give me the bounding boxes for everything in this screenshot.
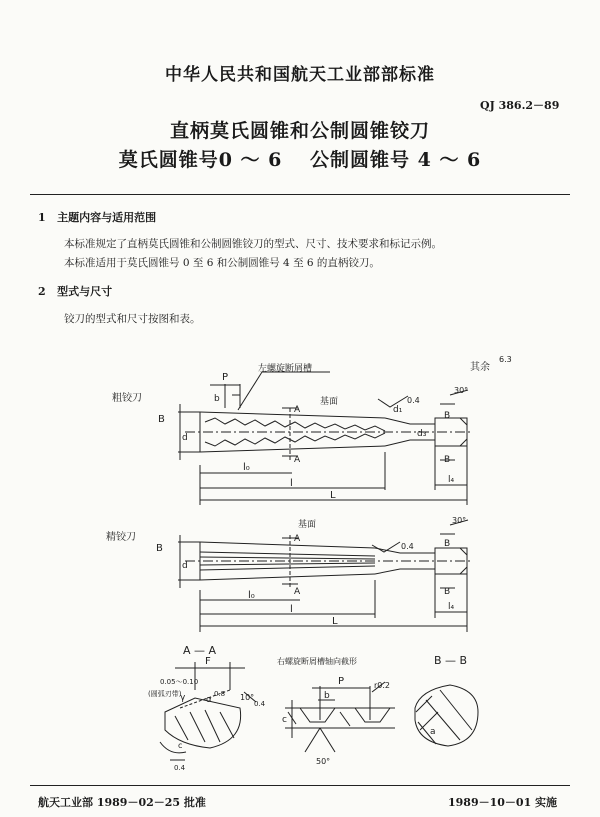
section-2-number: 2 xyxy=(38,285,46,298)
label-l-finish: l xyxy=(290,604,293,615)
label-land-width: 0.05～0.10 xyxy=(160,678,199,686)
label-a-bb: a xyxy=(430,727,436,737)
label-section-bb: B — B xyxy=(434,654,468,667)
label-c-section-aa: c xyxy=(178,741,183,750)
label-finish-reamer: 精铰刀 xyxy=(106,532,136,543)
label-angle-30-1: 30° xyxy=(454,386,469,395)
label-rest-roughness: 6.3 xyxy=(499,355,512,364)
label-d1-rough: d₁ xyxy=(393,405,403,415)
title-line-2: 莫氏圆锥号0 ～ 6 公制圆锥号 4 ～ 6 xyxy=(118,149,482,171)
label-b-top-finish: B xyxy=(444,539,451,549)
label-b-finish: B xyxy=(156,543,163,554)
section-1-number: 1 xyxy=(38,211,46,224)
label-roughness-finish: 0.4 xyxy=(401,542,414,551)
label-big-l-finish: L xyxy=(332,616,338,627)
footer-rule xyxy=(30,785,570,786)
label-b-top-rough: B xyxy=(444,411,451,421)
label-b-profile: b xyxy=(324,691,330,701)
label-land-note: (圆弧刃带) xyxy=(148,690,182,698)
label-right-flute-profile: 右螺旋断屑槽轴向截形 xyxy=(277,657,357,666)
label-a-top-finish: A xyxy=(294,534,301,544)
label-gamma: γ xyxy=(180,693,186,703)
label-r-small: r0.2 xyxy=(374,681,391,690)
label-angle-50: 50° xyxy=(316,757,331,766)
implementation-date: 1989－10－01 实施 xyxy=(448,796,558,809)
label-roughness-aa-2: 0.8 xyxy=(214,690,226,698)
label-angle-30-2: 30° xyxy=(452,516,467,525)
label-c-profile: c xyxy=(282,715,287,725)
label-d3-rough: d₃ xyxy=(417,429,427,439)
section-bb-drawing xyxy=(415,685,478,746)
standard-code: QJ 386.2－89 xyxy=(480,99,560,112)
issuing-authority: 中华人民共和国航天工业部部标准 xyxy=(165,65,435,85)
label-a-top-rough: A xyxy=(294,405,301,415)
label-left-flute: 左螺旋断屑槽 xyxy=(258,364,313,374)
label-p-profile: P xyxy=(338,676,345,687)
label-rough-reamer: 粗铰刀 xyxy=(112,393,142,404)
label-pitch-p: P xyxy=(222,372,229,383)
label-roughness-aa-3: 0.4 xyxy=(174,764,186,772)
flute-profile-drawing xyxy=(285,682,395,752)
section-2-para-1: 铰刀的型式和尺寸按图和表。 xyxy=(64,313,201,325)
label-b-rough: B xyxy=(158,414,165,425)
section-1-para-2: 本标准适用于莫氏圆锥号 0 至 6 和公制圆锥号 4 至 6 的直柄铰刀。 xyxy=(64,257,380,269)
label-l4-finish: l₄ xyxy=(448,602,455,612)
label-b-bottom-rough: B xyxy=(444,455,451,465)
label-roughness-rough: 0.4 xyxy=(407,396,420,405)
label-l4-rough: l₄ xyxy=(448,475,455,485)
label-angle-10: 10° xyxy=(240,693,255,702)
section-aa-drawing xyxy=(160,662,256,760)
label-big-l-rough: L xyxy=(330,490,336,501)
approval-date: 航天工业部 1989－02－25 批准 xyxy=(38,796,206,809)
label-roughness-aa-1: 0.4 xyxy=(254,700,266,708)
label-base-plane-2: 基面 xyxy=(298,520,317,530)
label-rest: 其余 xyxy=(470,362,490,373)
section-1-title: 主题内容与适用范围 xyxy=(57,211,157,224)
title-line-1: 直柄莫氏圆锥和公制圆锥铰刀 xyxy=(169,120,430,142)
section-1-para-1: 本标准规定了直柄莫氏圆锥和公制圆锥铰刀的型式、尺寸、技术要求和标记示例。 xyxy=(64,238,442,250)
section-2-title: 型式与尺寸 xyxy=(57,285,113,298)
label-a-bottom-finish: A xyxy=(294,587,301,597)
finish-reamer-drawing xyxy=(178,520,470,632)
label-l0-finish: l₀ xyxy=(248,590,255,601)
label-d-rough: d xyxy=(182,433,188,443)
label-alpha: α xyxy=(206,695,212,705)
label-base-plane-1: 基面 xyxy=(320,397,339,407)
label-b-bottom-finish: B xyxy=(444,587,451,597)
label-a-bottom-rough: A xyxy=(294,455,301,465)
label-f: F xyxy=(205,656,211,667)
label-section-aa: A — A xyxy=(183,644,217,657)
label-l0-rough: l₀ xyxy=(243,462,250,473)
label-l-rough: l xyxy=(290,478,293,489)
label-width-b: b xyxy=(214,394,220,404)
label-d-finish: d xyxy=(182,561,188,571)
